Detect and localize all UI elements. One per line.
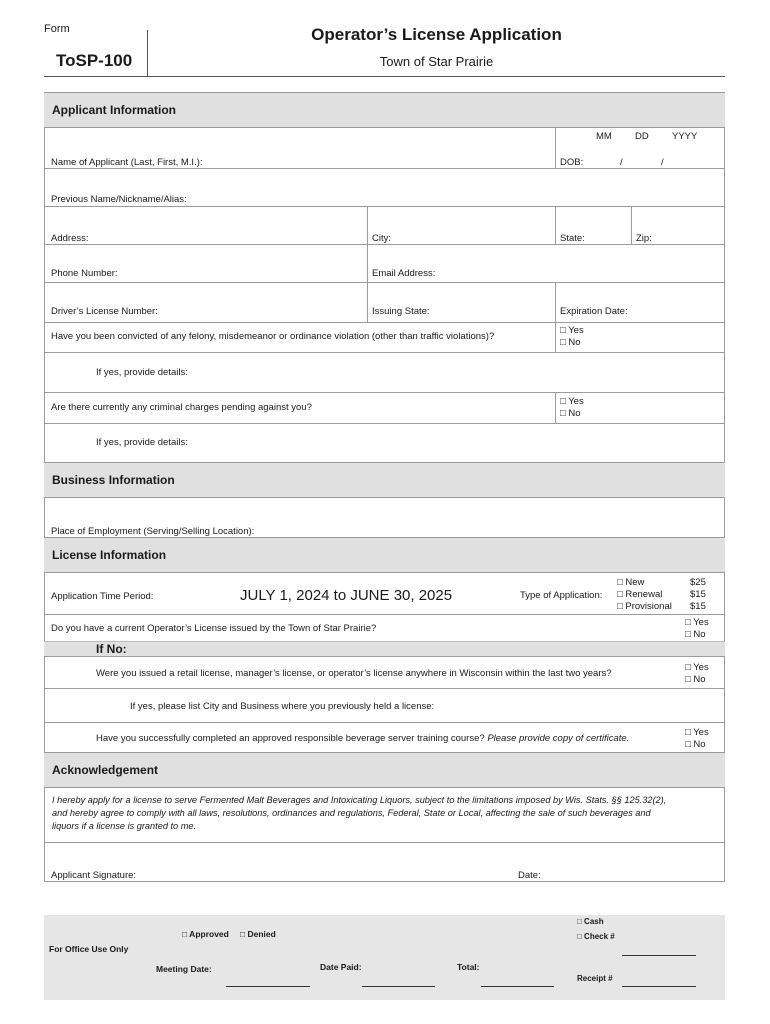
- zip-field[interactable]: Zip:: [636, 233, 652, 244]
- divider: [555, 282, 556, 352]
- training-question: [96, 733, 629, 744]
- form-label: Form: [44, 23, 70, 35]
- training-no-checkbox[interactable]: □ No: [685, 739, 706, 750]
- dob-slash-2: /: [661, 157, 664, 168]
- divider: [44, 688, 725, 689]
- total-label: Total:: [457, 962, 480, 972]
- dob-mm-hint: MM: [596, 131, 612, 142]
- meeting-date-line[interactable]: [226, 986, 310, 987]
- state-field[interactable]: State:: [560, 233, 585, 244]
- acknowledgement-text: [52, 794, 720, 833]
- fee-provisional: $15: [690, 601, 706, 612]
- if-no-band: [44, 642, 725, 656]
- type-renewal-checkbox[interactable]: □ Renewal: [617, 589, 663, 600]
- approved-checkbox[interactable]: □ Approved: [182, 929, 229, 939]
- acknowledgement-line-2: and hereby agree to comply with all laws, resolutions, ordinances and regulations, Federal, State or Local, affecting the sale of such beverages and: [52, 808, 651, 818]
- receipt-number-line[interactable]: [622, 986, 696, 987]
- applicant-signature-field[interactable]: Applicant Signature:: [51, 870, 137, 881]
- section-applicant-information: Applicant Information: [44, 92, 725, 128]
- divider: [367, 206, 368, 244]
- divider: [44, 322, 725, 323]
- divider: [44, 206, 725, 207]
- page-title: Operator’s License Application: [311, 25, 562, 44]
- divider: [44, 423, 725, 424]
- divider: [44, 842, 725, 843]
- dob-slash-1: /: [620, 157, 623, 168]
- divider: [44, 352, 725, 353]
- section-license-information: License Information: [44, 537, 725, 573]
- date-paid-label: Date Paid:: [320, 962, 362, 972]
- application-period-label: Application Time Period:: [51, 591, 154, 602]
- divider: [555, 128, 556, 168]
- divider: [367, 282, 368, 322]
- office-use-panel: [44, 915, 725, 1000]
- acknowledgement-line-1: I hereby apply for a license to serve Fermented Malt Beverages and Intoxicating Liquors, subject to the limitations imposed by Wis. Stats. §§ 125.32(2),: [52, 795, 667, 805]
- application-period-value: JULY 1, 2024 to JUNE 30, 2025: [240, 587, 453, 604]
- divider: [44, 656, 725, 657]
- signature-date-field[interactable]: Date:: [518, 870, 541, 881]
- divider: [44, 614, 725, 615]
- fee-renewal: $15: [690, 589, 706, 600]
- divider: [555, 392, 556, 423]
- header-rule: [44, 76, 725, 77]
- divider: [44, 282, 725, 283]
- drivers-license-field[interactable]: Driver’s License Number:: [51, 306, 158, 317]
- convicted-question: Have you been convicted of any felony, misdemeanor or ordinance violation (other than traffic violations)?: [51, 331, 495, 342]
- place-of-employment-field[interactable]: Place of Employment (Serving/Selling Location):: [51, 526, 255, 537]
- office-use-title: For Office Use Only: [49, 944, 129, 954]
- cash-checkbox[interactable]: □ Cash: [577, 917, 604, 926]
- type-provisional-checkbox[interactable]: □ Provisional: [617, 601, 672, 612]
- divider: [44, 392, 725, 393]
- divider: [631, 206, 632, 244]
- page-subtitle: Town of Star Prairie: [379, 54, 494, 69]
- dob-field[interactable]: DOB:: [560, 157, 584, 168]
- convicted-no-checkbox[interactable]: □ No: [560, 337, 581, 348]
- divider: [367, 244, 368, 282]
- phone-number-field[interactable]: Phone Number:: [51, 268, 118, 279]
- training-question-note: Please provide copy of certificate.: [487, 733, 630, 744]
- total-line[interactable]: [481, 986, 554, 987]
- fee-new: $25: [690, 577, 706, 588]
- convicted-yes-checkbox[interactable]: □ Yes: [560, 325, 584, 336]
- divider: [44, 168, 725, 169]
- type-new-checkbox[interactable]: □ New: [617, 577, 645, 588]
- receipt-label: Receipt #: [577, 974, 613, 983]
- form-code: ToSP-100: [56, 51, 133, 70]
- date-paid-line[interactable]: [362, 986, 435, 987]
- application-type-label: Type of Application:: [520, 590, 603, 601]
- divider: [44, 722, 725, 723]
- acknowledgement-line-3: liquors if a license is granted to me.: [52, 821, 197, 831]
- previous-license-location-field[interactable]: If yes, please list City and Business where you previously held a license:: [130, 701, 435, 712]
- divider: [555, 206, 556, 244]
- section-business-information: Business Information: [44, 462, 725, 498]
- retail-license-no-checkbox[interactable]: □ No: [685, 674, 706, 685]
- current-license-no-checkbox[interactable]: □ No: [685, 629, 706, 640]
- dob-yyyy-hint: YYYY: [672, 131, 698, 142]
- pending-no-checkbox[interactable]: □ No: [560, 408, 581, 419]
- section-acknowledgement: Acknowledgement: [44, 752, 725, 788]
- denied-checkbox[interactable]: □ Denied: [240, 929, 276, 939]
- convicted-details-field[interactable]: If yes, provide details:: [96, 367, 188, 378]
- pending-charges-question: Are there currently any criminal charges pending against you?: [51, 402, 312, 413]
- current-license-yes-checkbox[interactable]: □ Yes: [685, 617, 709, 628]
- divider: [44, 244, 725, 245]
- retail-license-yes-checkbox[interactable]: □ Yes: [685, 662, 709, 673]
- expiration-date-field[interactable]: Expiration Date:: [560, 306, 628, 317]
- check-checkbox[interactable]: □ Check #: [577, 932, 615, 941]
- training-yes-checkbox[interactable]: □ Yes: [685, 727, 709, 738]
- email-address-field[interactable]: Email Address:: [372, 268, 436, 279]
- name-of-applicant-field[interactable]: Name of Applicant (Last, First, M.I.):: [51, 157, 203, 168]
- training-question-text: Have you successfully completed an approved responsible beverage server training course?: [96, 733, 485, 744]
- pending-yes-checkbox[interactable]: □ Yes: [560, 396, 584, 407]
- address-field[interactable]: Address:: [51, 233, 89, 244]
- pending-details-field[interactable]: If yes, provide details:: [96, 437, 188, 448]
- retail-license-question: Were you issued a retail license, manager’s license, or operator’s license anywhere in Wisconsin within the last two years?: [96, 668, 612, 679]
- previous-name-field[interactable]: Previous Name/Nickname/Alias:: [51, 194, 187, 205]
- city-field[interactable]: City:: [372, 233, 391, 244]
- if-no-label: If No:: [96, 642, 127, 656]
- meeting-date-label: Meeting Date:: [156, 964, 212, 974]
- check-number-line[interactable]: [622, 955, 696, 956]
- dob-dd-hint: DD: [635, 131, 649, 142]
- issuing-state-field[interactable]: Issuing State:: [372, 306, 430, 317]
- current-license-question: Do you have a current Operator’s License issued by the Town of Star Prairie?: [51, 623, 377, 634]
